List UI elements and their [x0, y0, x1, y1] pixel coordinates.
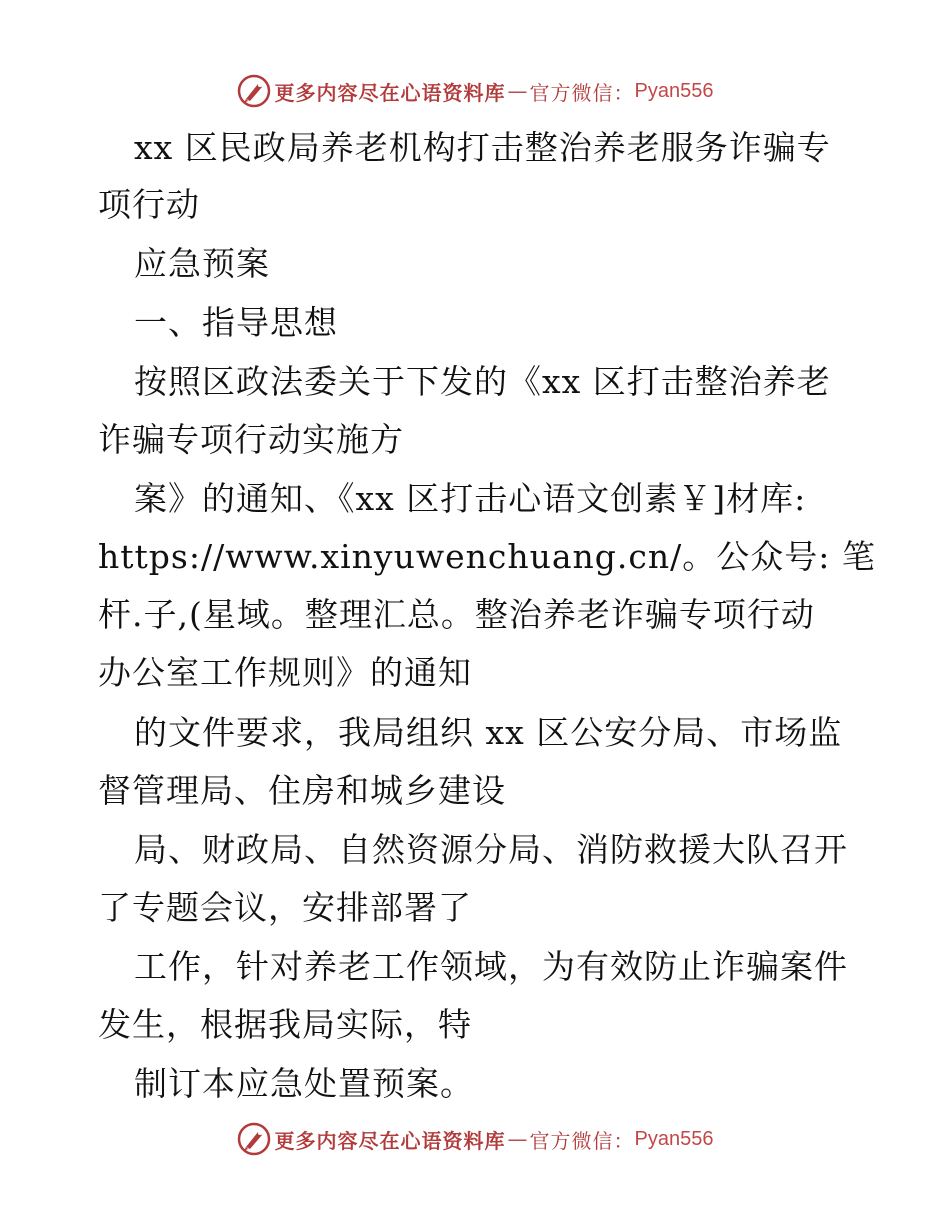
- section-heading: 一、指导思想: [134, 303, 338, 342]
- paragraph-line: 工作，针对养老工作领域，为有效防止诈骗案件: [134, 947, 848, 986]
- header-watermark-banner: [0, 71, 950, 111]
- doc-title-line: xx 区民政局养老机构打击整治养老服务诈骗专: [134, 128, 831, 167]
- pen-logo-icon: [237, 1122, 271, 1156]
- footer-watermark-banner: [0, 1119, 950, 1159]
- banner-wechat-id: Pyan556: [634, 79, 714, 102]
- paragraph-line: 的文件要求，我局组织 xx 区公安分局、市场监: [134, 713, 843, 752]
- pen-logo-icon: [237, 74, 271, 108]
- paragraph-line: 局、财政局、自然资源分局、消防救援大队召开: [134, 830, 848, 869]
- paragraph-line: 办公室工作规则》的通知: [98, 653, 472, 692]
- paragraph-line: 按照区政法委关于下发的《xx 区打击整治养老: [134, 362, 831, 401]
- doc-title-line: 项行动: [98, 185, 200, 224]
- doc-subtitle-line: 应急预案: [134, 244, 270, 283]
- banner-wechat-id: Pyan556: [634, 1127, 714, 1150]
- banner-wechat-label: 官方微信：: [529, 80, 635, 105]
- paragraph-line: 发生，根据我局实际，特: [98, 1005, 472, 1044]
- banner-wechat-label: 官方微信：: [529, 1128, 635, 1153]
- paragraph-line: 督管理局、住房和城乡建设: [98, 771, 506, 810]
- banner-separator: —: [507, 1127, 528, 1151]
- banner-brand-text: 更多内容尽在心语资料库: [274, 80, 506, 105]
- paragraph-line: 制订本应急处置预案。: [134, 1064, 474, 1103]
- paragraph-line: 诈骗专项行动实施方: [98, 420, 404, 459]
- banner-separator: —: [507, 79, 528, 103]
- paragraph-line: 了专题会议，安排部署了: [98, 888, 472, 927]
- paragraph-line: https://www.xinyuwenchuang.cn/。公众号: 笔: [98, 537, 876, 576]
- paragraph-line: 杆.子,(星域。整理汇总。整治养老诈骗专项行动: [98, 595, 815, 634]
- paragraph-line: 案》的通知、《xx 区打击心语文创素￥]材库:: [134, 479, 807, 518]
- banner-brand-text: 更多内容尽在心语资料库: [274, 1128, 506, 1153]
